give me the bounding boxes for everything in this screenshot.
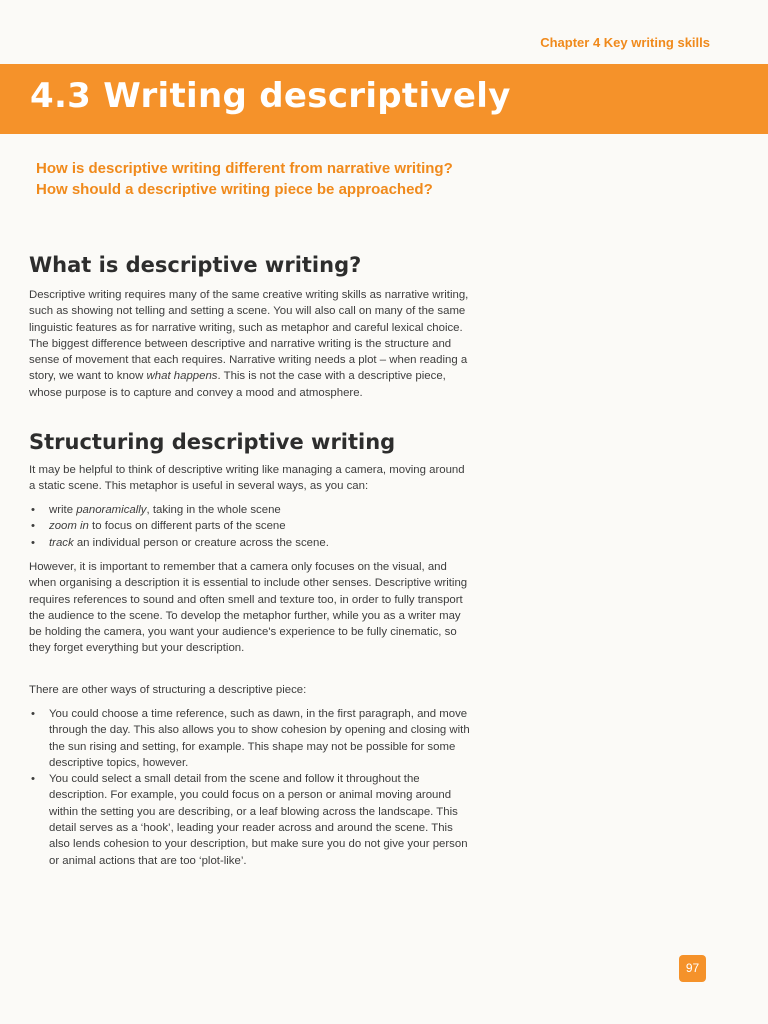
bullet-marker: • bbox=[31, 708, 35, 720]
bullet-marker: • bbox=[31, 504, 35, 516]
list-text: You could select a small detail from the scene and follow it throughout the description. For example, you could focus on a person or animal moving around within the setting you are describing, or a leaf blowing across the landscape. This detail serves as a ‘hook’, leading your reader across and around the scene. This also lends cohesion to your description, but make sure you do not give your person or animal actions that are too ‘plot-like’. bbox=[49, 773, 468, 867]
paragraph-senses: However, it is important to remember that a camera only focuses on the visual, and when organising a description it is essential to include other senses. Descriptive writing requires references to sound and often smell and texture too, in order to fully transport the audience to the scene. To develop the metaphor further, while you as a writer may be holding the camera, you want your audience's experience to be fully cinematic, so they forget everything but your description. bbox=[29, 561, 468, 655]
list-item bbox=[29, 518, 474, 534]
list-text: to focus on different parts of the scene bbox=[88, 520, 286, 533]
list-item bbox=[29, 535, 474, 551]
paragraph-other-ways: There are other ways of structuring a descriptive piece: bbox=[29, 684, 307, 696]
paragraph-text: Descriptive writing requires many of the same creative writing skills as narrative writing, such as showing not telling and setting a scene. You will also call on many of the same linguistic features as for narrative writing, such as metaphor and careful lexical choice. The biggest difference between descriptive and narrative writing is the structure and sense of movement that each requires. Narrative writing needs a plot – when reading a story, we want to know bbox=[29, 289, 469, 383]
structure-bullet-list bbox=[29, 706, 474, 869]
section-banner bbox=[0, 64, 768, 134]
running-head: Chapter 4 Key writing skills bbox=[540, 35, 710, 50]
heading-structuring: Structuring descriptive writing bbox=[29, 430, 396, 454]
emphasis-text: track bbox=[49, 536, 74, 549]
emphasis-text: what happens bbox=[146, 370, 218, 383]
list-text: , taking in the whole scene bbox=[146, 504, 281, 516]
camera-bullet-list bbox=[29, 502, 474, 551]
list-item bbox=[29, 706, 474, 771]
section-title: 4.3 Writing descriptively bbox=[30, 76, 511, 116]
bullet-marker: • bbox=[31, 536, 35, 549]
paragraph-what-is bbox=[29, 287, 469, 401]
list-text: write bbox=[49, 504, 77, 516]
list-text: an individual person or creature across the scene. bbox=[73, 536, 329, 549]
page-number-badge: 97 bbox=[679, 955, 706, 982]
paragraph-text: . This is not the case with a descriptive piece, whose purpose is to capture and convey a mood and atmosphere. bbox=[29, 370, 446, 399]
emphasis-text: panoramically bbox=[76, 504, 147, 516]
heading-what-is-descriptive: What is descriptive writing? bbox=[29, 253, 362, 277]
paragraph-camera-intro: It may be helpful to think of descriptive writing like managing a camera, moving around a static scene. This metaphor is useful in several ways, as you can: bbox=[29, 464, 465, 493]
list-item bbox=[29, 502, 474, 518]
bullet-marker: • bbox=[31, 520, 35, 533]
intro-questions: How is descriptive writing different from narrative writing? How should a descriptive writing piece be approached? bbox=[36, 160, 453, 198]
list-text: You could choose a time reference, such as dawn, in the first paragraph, and move through the day. This also allows you to show cohesion by opening and closing with the sun rising and setting, for example. This shape may not be possible for some descriptive topics, however. bbox=[49, 708, 470, 769]
bullet-marker: • bbox=[31, 773, 35, 786]
emphasis-text: zoom in bbox=[49, 520, 89, 533]
list-item bbox=[29, 771, 474, 869]
